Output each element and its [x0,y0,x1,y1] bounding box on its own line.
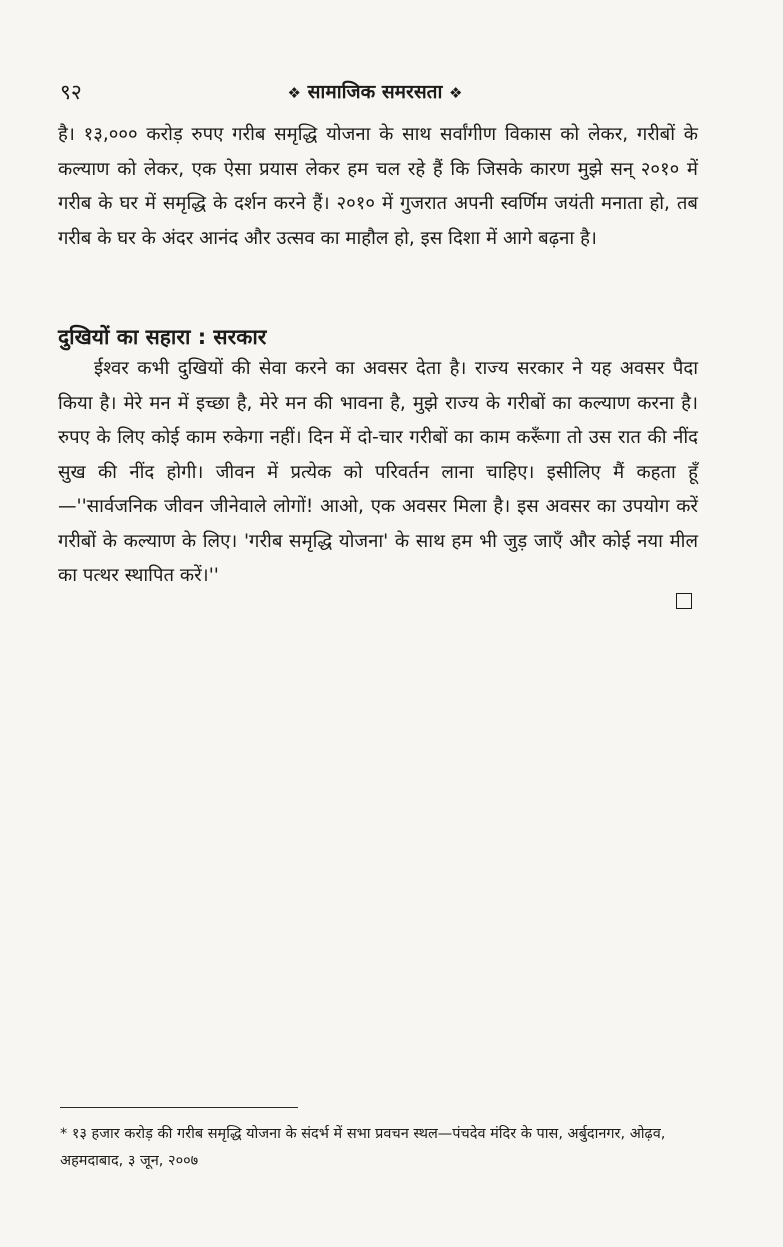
ornament-right-icon: ❖ [449,84,463,102]
body-paragraph-1: है। १३,००० करोड़ रुपए गरीब समृद्धि योजना के साथ सर्वांगीण विकास को लेकर, गरीबों के कल्याण को लेकर, एक ऐसा प्रयास लेकर हम चल रहे हैं कि जिसके कारण मुझे सन् २०१० में गरीब के घर में समृद्धि के दर्शन करने हैं। २०१० में गुजरात अपनी स्वर्णिम जयंती मनाता हो, तब गरीब के घर के अंदर आनंद और उत्सव का माहौल हो, इस दिशा में आगे बढ़ना है। [58,124,698,249]
section-heading: दुखियों का सहारा : सरकार [58,325,267,349]
ornament-left-icon: ❖ [287,84,301,102]
end-of-section-square-icon [676,593,692,609]
footnote-divider [60,1107,298,1108]
running-title: सामाजिक समरसता [307,81,443,103]
body-paragraph-2: ईश्वर कभी दुखियों की सेवा करने का अवसर देता है। राज्य सरकार ने यह अवसर पैदा किया है। मेरे मन में इच्छा है, मेरे मन की भावना है, मुझे राज्य के गरीबों का कल्याण करना है। रुपए के लिए कोई काम रुकेगा नहीं। दिन में दो-चार गरीबों का काम करूँगा तो उस रात की नींद सुख की नींद होगी। जीवन में प्रत्येक को परिवर्तन लाना चाहिए। इसीलिए मैं कहता हूँ—''सार्वजनिक जीवन जीनेवाले लोगों! आओ, एक अवसर मिला है। इस अवसर का उपयोग करें गरीबों के कल्याण के लिए। 'गरीब समृद्धि योजना' के साथ हम भी जुड़ जाएँ और कोई नया मील का पत्थर स्थापित करें।'' [58,358,698,586]
page-number: ९२ [60,80,82,104]
footnote: * १३ हजार करोड़ की गरीब समृद्धि योजना के संदर्भ में सभा प्रवचन स्थल—पंचदेव मंदिर के पास, अर्बुदानगर, ओढ़व, अहमदाबाद, ३ जून, २००७ [60,1126,666,1169]
running-head [230,78,520,107]
